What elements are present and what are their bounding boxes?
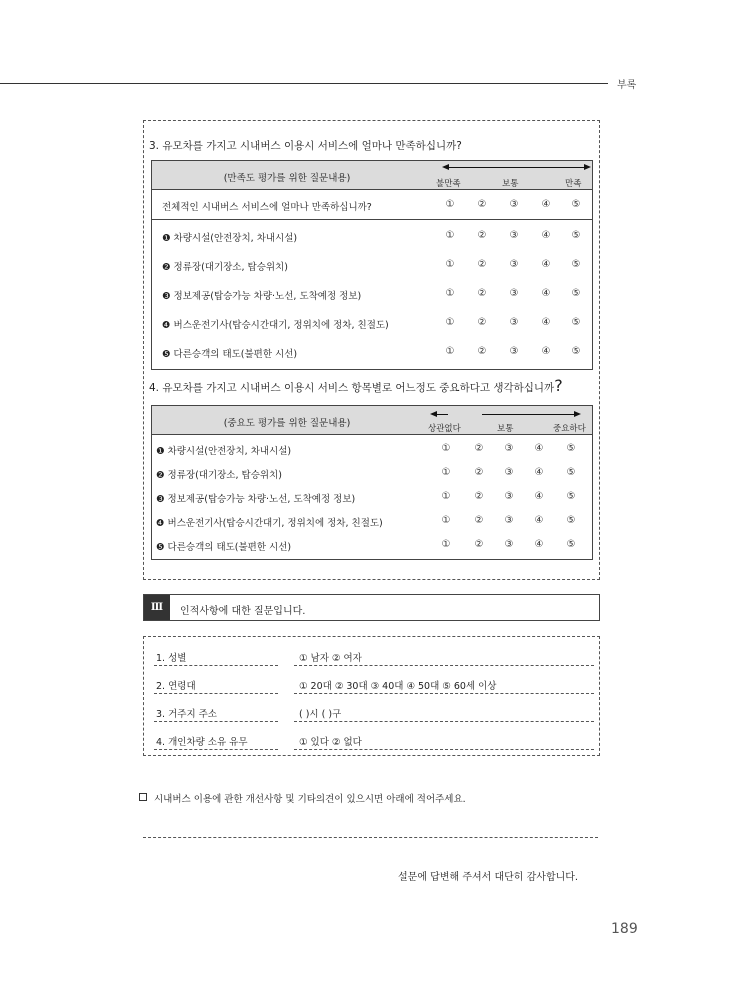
option-4[interactable]: ④ bbox=[541, 199, 551, 210]
personal-row bbox=[144, 641, 599, 669]
option-3[interactable]: ③ bbox=[504, 515, 514, 526]
option-1[interactable]: ① bbox=[441, 443, 451, 454]
personal-row bbox=[144, 697, 599, 725]
q4-item-row bbox=[152, 436, 592, 460]
option-5[interactable]: ⑤ bbox=[571, 317, 581, 328]
q4-item-label: ❷ 정류장(대기장소, 탑승위치) bbox=[156, 470, 282, 481]
label-underline bbox=[154, 665, 278, 666]
q3-scale-high: 만족 bbox=[565, 179, 582, 189]
personal-value[interactable]: ① 있다 ② 없다 bbox=[299, 737, 362, 748]
option-1[interactable]: ① bbox=[441, 467, 451, 478]
option-5[interactable]: ⑤ bbox=[571, 230, 581, 241]
option-3[interactable]: ③ bbox=[504, 467, 514, 478]
personal-label: 1. 성별 bbox=[156, 653, 187, 664]
section-label: 부록 bbox=[617, 80, 637, 91]
option-1[interactable]: ① bbox=[441, 539, 451, 550]
option-1[interactable]: ① bbox=[441, 515, 451, 526]
option-3[interactable]: ③ bbox=[504, 539, 514, 550]
q4-item-label: ❸ 정보제공(탑승가능 차량·노선, 도착예정 정보) bbox=[156, 494, 356, 505]
thanks-text: 설문에 답변해 주셔서 대단히 감사합니다. bbox=[398, 872, 579, 883]
value-underline bbox=[294, 749, 594, 750]
q4-scale-low: 상관없다 bbox=[428, 424, 461, 434]
label-underline bbox=[154, 721, 278, 722]
q4-item-row bbox=[152, 532, 592, 556]
option-2[interactable]: ② bbox=[477, 346, 487, 357]
option-5[interactable]: ⑤ bbox=[571, 259, 581, 270]
option-3[interactable]: ③ bbox=[509, 259, 519, 270]
personal-value[interactable]: ① 20대 ② 30대 ③ 40대 ④ 50대 ⑤ 60세 이상 bbox=[299, 681, 497, 692]
option-4[interactable]: ④ bbox=[541, 288, 551, 299]
q4-scale-high: 중요하다 bbox=[553, 424, 586, 434]
option-1[interactable]: ① bbox=[445, 317, 455, 328]
option-3[interactable]: ③ bbox=[509, 288, 519, 299]
option-3[interactable]: ③ bbox=[509, 199, 519, 210]
value-underline bbox=[294, 665, 594, 666]
section-3-badge: Ⅲ bbox=[144, 595, 170, 620]
option-2[interactable]: ② bbox=[474, 539, 484, 550]
option-3[interactable]: ③ bbox=[504, 443, 514, 454]
q4-title-mark: ? bbox=[554, 376, 563, 395]
q4-item-label: ❹ 버스운전기사(탑승시간대기, 정위치에 정차, 친절도) bbox=[156, 518, 383, 529]
q4-title bbox=[149, 376, 563, 395]
q4-title-text: 4. 유모차를 가지고 시내버스 이용시 서비스 항목별로 어느정도 중요하다고 생각하십니까 bbox=[149, 382, 555, 394]
q3-scale-arrow bbox=[446, 167, 584, 168]
option-2[interactable]: ② bbox=[477, 259, 487, 270]
q3-item-label: ❸ 정보제공(탑승가능 차량·노선, 도착예정 정보) bbox=[162, 291, 362, 302]
arrow-left-icon bbox=[442, 164, 449, 170]
option-1[interactable]: ① bbox=[445, 199, 455, 210]
comment-line[interactable] bbox=[143, 837, 598, 838]
option-2[interactable]: ② bbox=[474, 491, 484, 502]
q4-scale-arrow-right bbox=[482, 414, 574, 415]
option-5[interactable]: ⑤ bbox=[571, 288, 581, 299]
q4-table-header bbox=[152, 406, 592, 435]
option-5[interactable]: ⑤ bbox=[571, 199, 581, 210]
checkbox-icon bbox=[139, 793, 147, 801]
option-4[interactable]: ④ bbox=[534, 539, 544, 550]
option-2[interactable]: ② bbox=[477, 288, 487, 299]
option-2[interactable]: ② bbox=[474, 515, 484, 526]
option-1[interactable]: ① bbox=[445, 230, 455, 241]
option-4[interactable]: ④ bbox=[534, 515, 544, 526]
q4-table bbox=[151, 405, 593, 560]
option-4[interactable]: ④ bbox=[541, 230, 551, 241]
personal-value[interactable]: ① 남자 ② 여자 bbox=[299, 653, 362, 664]
option-5[interactable]: ⑤ bbox=[566, 515, 576, 526]
option-4[interactable]: ④ bbox=[534, 443, 544, 454]
q4-item-label: ❺ 다른승객의 태도(불편한 시선) bbox=[156, 542, 292, 553]
q3-item-row bbox=[152, 250, 592, 279]
q3-divider bbox=[152, 219, 592, 220]
q3-item-row bbox=[152, 308, 592, 337]
option-3[interactable]: ③ bbox=[509, 317, 519, 328]
option-4[interactable]: ④ bbox=[541, 346, 551, 357]
section-3-header bbox=[143, 594, 600, 621]
q4-header-text: (중요도 평가를 위한 질문내용) bbox=[223, 418, 351, 429]
q3-item-label: ❺ 다른승객의 태도(불편한 시선) bbox=[162, 349, 298, 360]
personal-label: 4. 개인차량 소유 유무 bbox=[156, 737, 248, 748]
label-underline bbox=[154, 749, 278, 750]
option-1[interactable]: ① bbox=[441, 491, 451, 502]
page-number: 189 bbox=[611, 921, 638, 937]
option-5[interactable]: ⑤ bbox=[566, 467, 576, 478]
q4-item-label: ❶ 차량시설(안전장치, 차내시설) bbox=[156, 446, 292, 457]
q4-scale-mid: 보통 bbox=[497, 424, 514, 434]
q3-item-label: ❹ 버스운전기사(탑승시간대기, 정위치에 정차, 친절도) bbox=[162, 320, 389, 331]
header-rule bbox=[0, 83, 608, 84]
arrow-right-icon bbox=[574, 411, 581, 417]
q3-title: 3. 유모차를 가지고 시내버스 이용시 서비스에 얼마나 만족하십니까? bbox=[149, 140, 462, 152]
option-2[interactable]: ② bbox=[474, 443, 484, 454]
option-2[interactable]: ② bbox=[477, 230, 487, 241]
personal-row bbox=[144, 725, 599, 753]
q3-overall-row bbox=[152, 190, 592, 219]
q3-table bbox=[151, 160, 593, 370]
option-2[interactable]: ② bbox=[474, 467, 484, 478]
option-5[interactable]: ⑤ bbox=[566, 443, 576, 454]
option-3[interactable]: ③ bbox=[504, 491, 514, 502]
option-4[interactable]: ④ bbox=[534, 491, 544, 502]
personal-info-frame bbox=[143, 636, 600, 756]
option-4[interactable]: ④ bbox=[541, 259, 551, 270]
option-1[interactable]: ① bbox=[445, 259, 455, 270]
arrow-left-icon bbox=[430, 411, 437, 417]
q3-scale-mid: 보통 bbox=[502, 179, 519, 189]
comment-prompt: 시내버스 이용에 관한 개선사항 및 기타의견이 있으시면 아래에 적어주세요. bbox=[154, 794, 466, 805]
personal-label: 3. 거주지 주소 bbox=[156, 709, 217, 720]
label-underline bbox=[154, 693, 278, 694]
option-5[interactable]: ⑤ bbox=[566, 539, 576, 550]
value-underline bbox=[294, 721, 594, 722]
q4-item-row bbox=[152, 460, 592, 484]
personal-value[interactable]: ( )시 ( )구 bbox=[299, 709, 342, 720]
option-4[interactable]: ④ bbox=[541, 317, 551, 328]
option-5[interactable]: ⑤ bbox=[566, 491, 576, 502]
option-5[interactable]: ⑤ bbox=[571, 346, 581, 357]
value-underline bbox=[294, 693, 594, 694]
option-1[interactable]: ① bbox=[445, 288, 455, 299]
q3-item-row bbox=[152, 337, 592, 366]
q3-overall-text: 전체적인 시내버스 서비스에 얼마나 만족하십니까? bbox=[162, 202, 372, 213]
q3-scale-low: 불만족 bbox=[436, 179, 461, 189]
option-4[interactable]: ④ bbox=[534, 467, 544, 478]
option-3[interactable]: ③ bbox=[509, 346, 519, 357]
q3-item-row bbox=[152, 221, 592, 250]
option-3[interactable]: ③ bbox=[509, 230, 519, 241]
option-1[interactable]: ① bbox=[445, 346, 455, 357]
q4-item-row bbox=[152, 508, 592, 532]
q3-header-text: (만족도 평가를 위한 질문내용) bbox=[223, 173, 351, 184]
q3-item-label: ❶ 차량시설(안전장치, 차내시설) bbox=[162, 233, 298, 244]
q4-item-row bbox=[152, 484, 592, 508]
q3-item-label: ❷ 정류장(대기장소, 탑승위치) bbox=[162, 262, 288, 273]
personal-label: 2. 연령대 bbox=[156, 681, 196, 692]
option-2[interactable]: ② bbox=[477, 199, 487, 210]
personal-row bbox=[144, 669, 599, 697]
option-2[interactable]: ② bbox=[477, 317, 487, 328]
q3-item-row bbox=[152, 279, 592, 308]
arrow-right-icon bbox=[584, 164, 591, 170]
q3-table-header bbox=[152, 161, 592, 190]
section-3-title: 인적사항에 대한 질문입니다. bbox=[180, 606, 306, 617]
